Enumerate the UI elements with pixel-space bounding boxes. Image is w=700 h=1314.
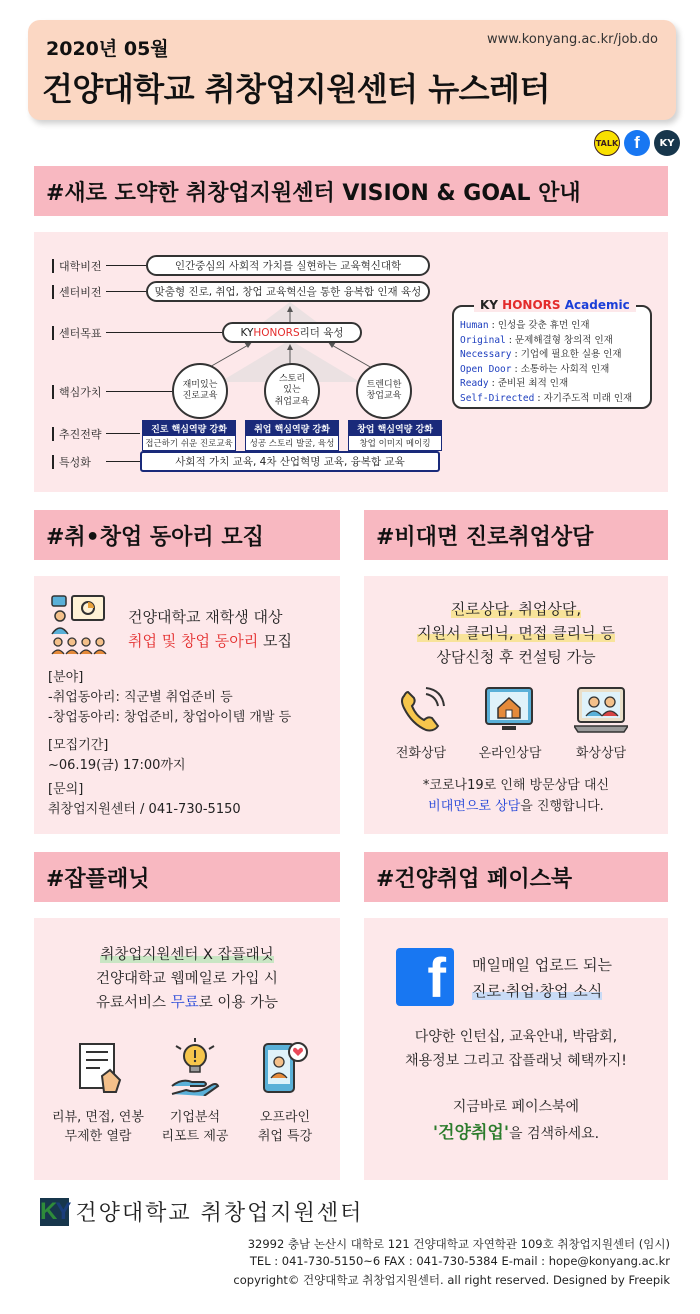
connector-line [106, 291, 146, 292]
club-period-label: [모집기간] [48, 738, 109, 753]
phone-icon [396, 686, 446, 734]
facebook-logo-icon[interactable]: f [396, 948, 454, 1006]
row-label-special: 특성화 [52, 454, 91, 470]
phone-counsel-label: 전화상담 [395, 746, 447, 761]
facebook-news-text: 진로·취업·창업 소식 [472, 982, 603, 1000]
presentation-meeting-icon [48, 594, 112, 656]
jobplanet-text-1: 취창업지원센터 X 잡플래닛 [100, 947, 274, 963]
counsel-text-1: 진로상담, 취업상담, [450, 600, 582, 618]
counsel-text-2: 지원서 클리닉, 면접 클리닉 등 [417, 624, 615, 642]
value-circle-career: 재미있는 진로교육 [172, 363, 228, 419]
center-goal-pill: KY HONORS 리더 육성 [222, 322, 362, 343]
issue-date: 2020년 05월 [46, 38, 169, 60]
club-field-employment: -취업동아리: 직군별 취업준비 등 [48, 690, 233, 705]
strategy-career: 진로 핵심역량 강화 접근하기 쉬운 진로교육 [142, 420, 236, 451]
jobplanet-heading: #잡플래닛 [34, 852, 340, 902]
facebook-benefit-2: 채용정보 그리고 잡플래닛 혜택까지! [405, 1053, 627, 1069]
company-report-label: 기업분석 리포트 제공 [161, 1110, 229, 1144]
club-contact-value: 취창업지원센터 / 041-730-5150 [48, 802, 241, 817]
jobplanet-text-3: 유료서비스 무료로 이용 가능 [96, 995, 278, 1011]
newsletter-header [28, 20, 676, 120]
facebook-cta-2: '건양취업'을 검색하세요. [432, 1123, 600, 1143]
connector-line [106, 461, 140, 462]
club-contact-label: [문의] [48, 782, 84, 797]
club-heading: #취•창업 동아리 모집 [34, 510, 340, 560]
value-circle-startup: 트렌디한 창업교육 [356, 363, 412, 419]
connector-line [106, 265, 146, 266]
vision-heading: #새로 도약한 취창업지원센터 VISION & GOAL 안내 [34, 166, 668, 216]
kakaotalk-icon[interactable]: TALK [594, 130, 620, 156]
ky-logo-icon[interactable]: KY [654, 130, 680, 156]
mobile-lecture-icon [258, 1040, 310, 1096]
newsletter-title: 건양대학교 취창업지원센터 뉴스레터 [42, 70, 550, 108]
honors-item: Necessary : 기업에 필요한 실용 인재 [460, 349, 622, 360]
honors-item: Self-Directed : 자기주도적 미래 인재 [460, 392, 633, 404]
counsel-note-1: *코로나19로 인해 방문상담 대신 [422, 778, 610, 793]
honors-title: KY HONORS Academic [474, 298, 636, 312]
row-label-goal: 센터목표 [52, 325, 102, 341]
offline-lecture-label: 오프라인 취업 특강 [257, 1110, 313, 1144]
facebook-daily-text: 매일매일 업로드 되는 [472, 956, 612, 974]
online-home-icon [484, 686, 534, 734]
review-unlimited-label: 리뷰, 면접, 연봉 무제한 열람 [52, 1110, 144, 1144]
video-call-icon [574, 686, 628, 734]
ky-logo-icon: KY [40, 1197, 70, 1225]
video-counsel-label: 화상상담 [575, 746, 627, 761]
honors-item: Open Door : 소통하는 사회적 인재 [460, 363, 610, 375]
social-links [594, 130, 680, 156]
online-counsel-label: 온라인상담 [478, 746, 542, 761]
footer-contact: TEL : 041-730-5150~6 FAX : 041-730-5384 E-mail : hope@konyang.ac.kr [249, 1254, 670, 1268]
counsel-text-3: 상담신청 후 컨설팅 가능 [436, 648, 596, 666]
counsel-heading: #비대면 진로취업상담 [364, 510, 668, 560]
row-label-strategy: 추진전략 [52, 426, 102, 442]
idea-lightbulb-icon [168, 1038, 222, 1096]
footer-center-name: 건양대학교 취창업지원센터 [75, 1201, 364, 1226]
facebook-benefit-1: 다양한 인턴십, 교육안내, 박람회, [414, 1029, 618, 1045]
facebook-icon[interactable]: f [624, 130, 650, 156]
value-circle-employment: 스토리 있는 취업교육 [264, 363, 320, 419]
facebook-cta-1: 지금바로 페이스북에 [452, 1099, 580, 1115]
row-label-values: 핵심가치 [52, 384, 102, 400]
honors-item: Original : 문제해결형 창의적 인재 [460, 334, 613, 346]
club-field-startup: -창업동아리: 창업준비, 창업아이템 개발 등 [48, 710, 292, 725]
strategy-startup: 창업 핵심역량 강화 창업 이미지 메이킹 [348, 420, 442, 451]
specialization-box: 사회적 가치 교육, 4차 산업혁명 교육, 융복합 교육 [140, 451, 440, 472]
honors-item: Ready : 준비된 최적 인재 [460, 378, 569, 389]
univ-vision-pill: 인간중심의 사회적 가치를 실현하는 교육혁신대학 [146, 255, 430, 276]
club-period-value: ~06.19(금) 17:00까지 [48, 758, 186, 773]
club-field-label: [분야] [48, 670, 84, 685]
jobplanet-text-2: 건양대학교 웹메일로 가입 시 [96, 971, 278, 987]
counsel-note-2: 비대면으로 상담을 진행합니다. [428, 799, 604, 814]
strategy-employment: 취업 핵심역량 강화 성공 스토리 발굴, 육성 [245, 420, 339, 451]
club-target-text: 건양대학교 재학생 대상 [128, 608, 283, 626]
connector-line [106, 433, 140, 434]
center-vision-pill: 맞춤형 진로, 취업, 창업 교육혁신을 통한 융복합 인재 육성 [146, 281, 430, 302]
footer-copyright: copyright© 건양대학교 취창업지원센터. all right reserved. Designed by Freepik [233, 1273, 670, 1287]
honors-item: Human : 인성을 갖춘 휴먼 인재 [460, 320, 590, 331]
footer-logo [40, 1196, 363, 1227]
facebook-heading: #건양취업 페이스북 [364, 852, 668, 902]
club-recruit-text: 취업 및 창업 동아리 모집 [128, 632, 292, 650]
ky-honors-academic-box [452, 298, 652, 409]
document-review-icon [76, 1040, 128, 1096]
header-url-link[interactable]: www.konyang.ac.kr/job.do [486, 32, 658, 47]
footer-address: 32992 충남 논산시 대학로 121 건양대학교 자연학관 109호 취창업지원센터 (임시) [247, 1237, 670, 1251]
row-label-univ: 대학비전 [52, 258, 102, 274]
row-label-center: 센터비전 [52, 284, 102, 300]
